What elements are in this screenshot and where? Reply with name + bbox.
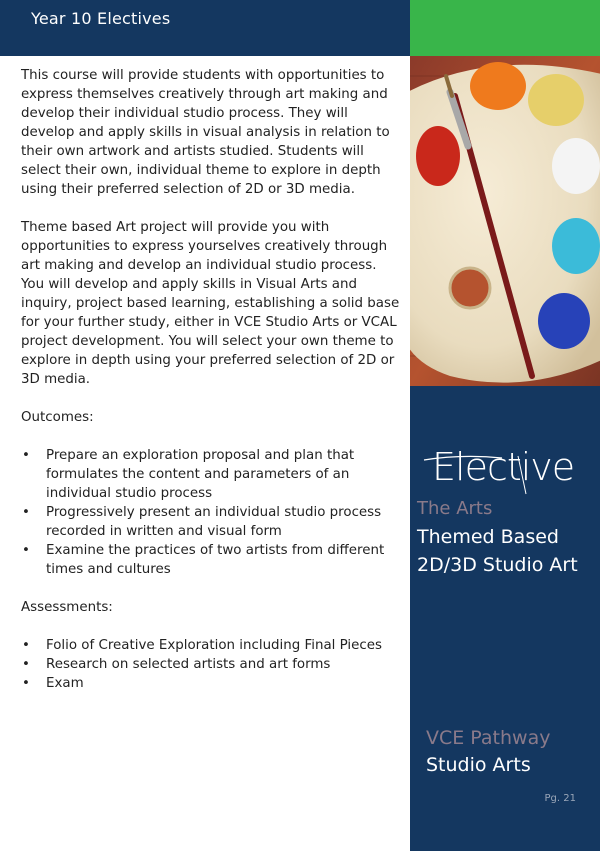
- pathway-value: Studio Arts: [426, 754, 531, 776]
- list-item: • Research on selected artists and art forms: [22, 657, 331, 672]
- sidebar: [410, 386, 600, 851]
- list-item: • Progressively present an individual studio process recorded in written and visual form: [22, 505, 382, 539]
- elective-title: Elective: [432, 445, 575, 489]
- page-number: Pg. 21: [544, 793, 576, 804]
- header-bar: [0, 0, 410, 56]
- assessments-heading: Assessments:: [21, 600, 113, 615]
- bullet-icon: •: [22, 638, 30, 653]
- course-title: Themed Based 2D/3D Studio Art: [417, 526, 578, 576]
- subject-label: The Arts: [417, 498, 493, 519]
- theme-paragraph: Theme based Art project will provide you with opportunities to express yourselves creatively through art making and develop an individual studio process. You will develop and apply skills in Visual Arts and inquiry, project based learning, establishing a solid base for your further study, either in VCE Studio Arts or VCAL project development. You will select your own theme to explore in depth using your preferred selection of 2D or 3D media.: [21, 220, 400, 387]
- paint-palette-image: [410, 56, 600, 386]
- list-item: • Folio of Creative Exploration including Final Pieces: [22, 638, 382, 653]
- list-item: • Examine the practices of two artists from different times and cultures: [22, 543, 385, 577]
- pathway-label: VCE Pathway: [426, 727, 551, 749]
- accent-block: [410, 0, 600, 56]
- bullet-icon: •: [22, 676, 30, 691]
- outcomes-heading: Outcomes:: [21, 410, 94, 425]
- page-title: Year 10 Electives: [31, 9, 171, 28]
- bullet-icon: •: [22, 448, 30, 463]
- main-content: [21, 66, 401, 693]
- list-item: • Prepare an exploration proposal and plan that formulates the content and parameters of an individual studio process: [22, 448, 355, 501]
- list-item: • Exam: [22, 676, 84, 691]
- bullet-icon: •: [22, 657, 30, 672]
- outcomes-list: [21, 446, 401, 579]
- bullet-icon: •: [22, 505, 30, 520]
- assessments-list: [21, 636, 401, 693]
- intro-paragraph: This course will provide students with opportunities to express themselves creatively through art making and develop their individual studio process. They will develop and apply skills in visual analysis in relation to their own artwork and artists studied. Students will select their own, individual theme to explore in depth using their preferred selection of 2D or 3D media.: [21, 68, 390, 197]
- bullet-icon: •: [22, 543, 30, 558]
